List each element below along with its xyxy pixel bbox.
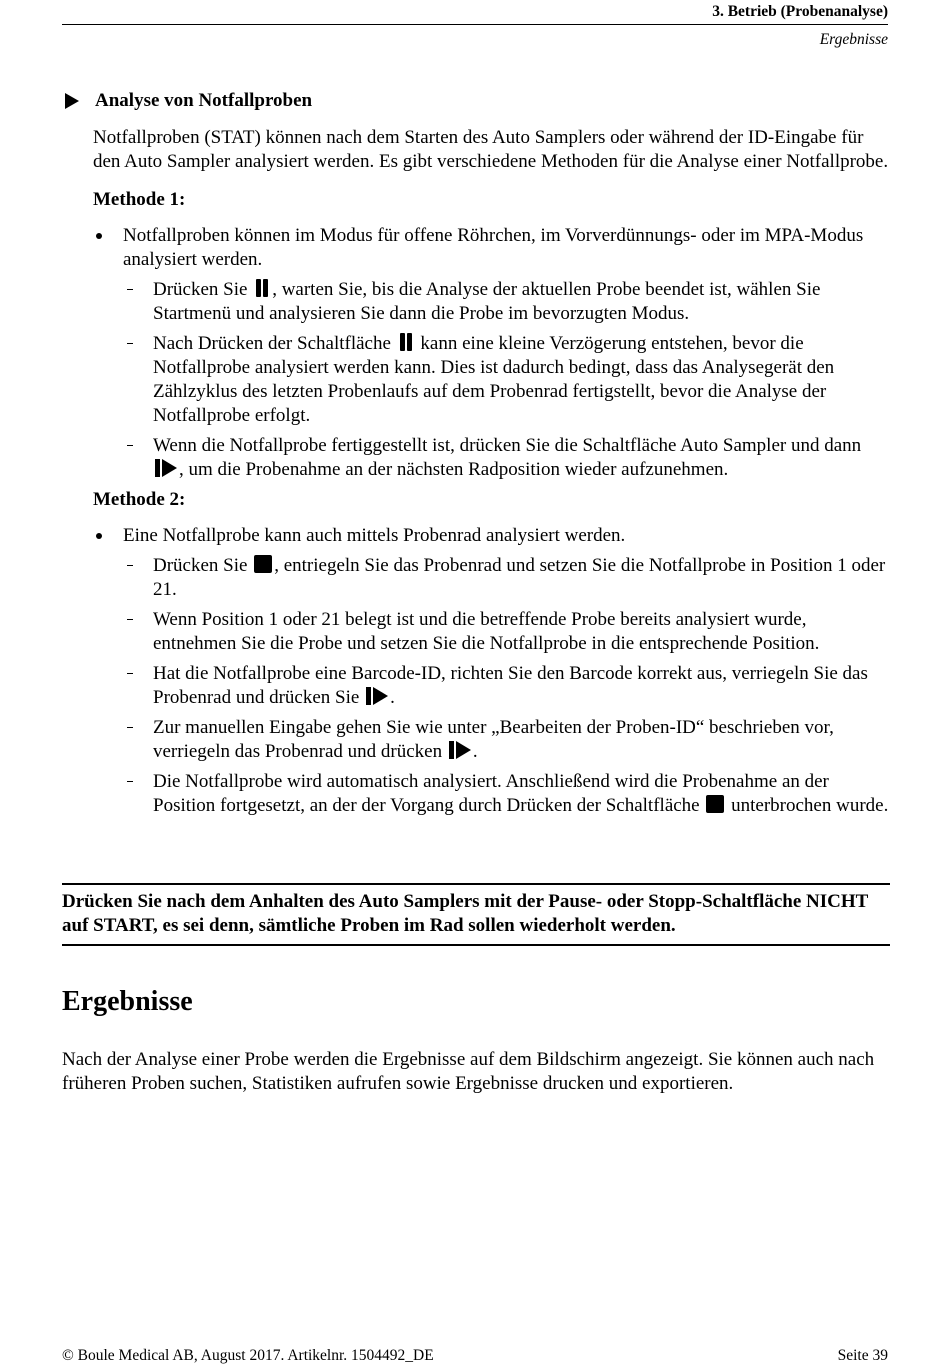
stat-intro-paragraph: Notfallproben (STAT) können nach dem Starten des Auto Samplers oder während der ID-Eingabe für den Auto Sampler analysiert werden. Es gibt verschiedene Methoden für die Analyse einer Notfallprobe. bbox=[93, 127, 889, 172]
method1-step-2: Nach Drücken der Schaltfläche kann eine kleine Verzögerung entstehen, bevor die Notfallprobe analysiert werden kann. Dies ist dadurch bedingt, dass das Analysegerät den Zählzyklus des letzten Probenlaufs auf dem Probenrad fertigstellt, bevor die Analyse der Notfallprobe erfolgt. bbox=[153, 332, 890, 428]
resume-icon bbox=[154, 459, 178, 477]
method2-bullet-text: Eine Notfallprobe kann auch mittels Probenrad analysiert werden. bbox=[123, 525, 626, 546]
stat-analysis-section bbox=[62, 88, 890, 824]
resume-icon bbox=[448, 741, 472, 759]
results-paragraph: Nach der Analyse einer Probe werden die Ergebnisse auf dem Bildschirm angezeigt. Sie können auch nach früheren Proben suchen, Statistiken aufrufen sowie Ergebnisse drucken und exportieren. bbox=[62, 1049, 875, 1094]
footer-page-number: Seite 39 bbox=[837, 1347, 888, 1364]
method1-bullet bbox=[123, 224, 890, 482]
resume-icon bbox=[365, 687, 389, 705]
bullet-dot bbox=[96, 533, 102, 539]
method2-step-4: Zur manuellen Eingabe gehen Sie wie unter „Bearbeiten der Proben-ID“ beschrieben vor, verriegeln das Probenrad und drücken . bbox=[153, 716, 890, 764]
method2-list bbox=[62, 524, 890, 818]
stat-section-title bbox=[62, 88, 890, 114]
method2-bullet bbox=[123, 524, 890, 818]
method2-step-5: Die Notfallprobe wird automatisch analysiert. Anschließend wird die Probenahme an der Position fortgesetzt, an der der Vorgang durch Drücken der Schaltfläche unterbrochen wurde. bbox=[153, 770, 890, 818]
method1-bullet-text: Notfallproben können im Modus für offene Röhrchen, im Vorverdünnungs- oder im MPA-Modus analysiert werden. bbox=[123, 225, 864, 270]
stop-icon bbox=[254, 555, 272, 573]
results-heading: Ergebnisse bbox=[62, 986, 193, 1017]
method1-list bbox=[62, 224, 890, 482]
method2-step-1: Drücken Sie , entriegeln Sie das Probenrad und setzen Sie die Notfallprobe in Position 1 oder 21. bbox=[153, 554, 890, 602]
method1-heading: Methode 1: bbox=[93, 189, 186, 210]
method2-heading: Methode 2: bbox=[93, 489, 186, 510]
warning-note: Drücken Sie nach dem Anhalten des Auto Samplers mit der Pause- oder Stopp-Schaltfläche NICHT auf START, es sei denn, sämtliche Proben im Rad sollen wiederholt werden. bbox=[62, 883, 890, 946]
pause-icon bbox=[254, 279, 270, 297]
footer-copyright: © Boule Medical AB, August 2017. Artikelnr. 1504492_DE bbox=[62, 1347, 434, 1364]
header-divider bbox=[62, 24, 888, 25]
header-section-title: Ergebnisse bbox=[819, 31, 888, 48]
method2-step-3: Hat die Notfallprobe eine Barcode-ID, richten Sie den Barcode korrekt aus, verriegeln Sie das Probenrad und drücken Sie . bbox=[153, 662, 890, 710]
pause-icon bbox=[398, 333, 414, 351]
method1-step-1: Drücken Sie , warten Sie, bis die Analyse der aktuellen Probe beendet ist, wählen Sie Startmenü und analysieren Sie dann die Probe im bevorzugten Modus. bbox=[153, 278, 890, 326]
header-chapter-title: 3. Betrieb (Probenanalyse) bbox=[712, 3, 888, 20]
stat-section-title-text: Analyse von Notfallproben bbox=[95, 90, 313, 111]
stop-icon bbox=[706, 795, 724, 813]
method1-step-3: Wenn die Notfallprobe fertiggestellt ist, drücken Sie die Schaltfläche Auto Sampler und dann , um die Probenahme an der nächsten Radposition wieder aufzunehmen. bbox=[153, 434, 890, 482]
triangle-bullet-icon bbox=[65, 93, 79, 109]
bullet-dot bbox=[96, 233, 102, 239]
method2-step-2: Wenn Position 1 oder 21 belegt ist und die betreffende Probe bereits analysiert wurde, entnehmen Sie die Probe und setzen Sie die Notfallprobe in die entsprechende Position. bbox=[153, 608, 890, 656]
